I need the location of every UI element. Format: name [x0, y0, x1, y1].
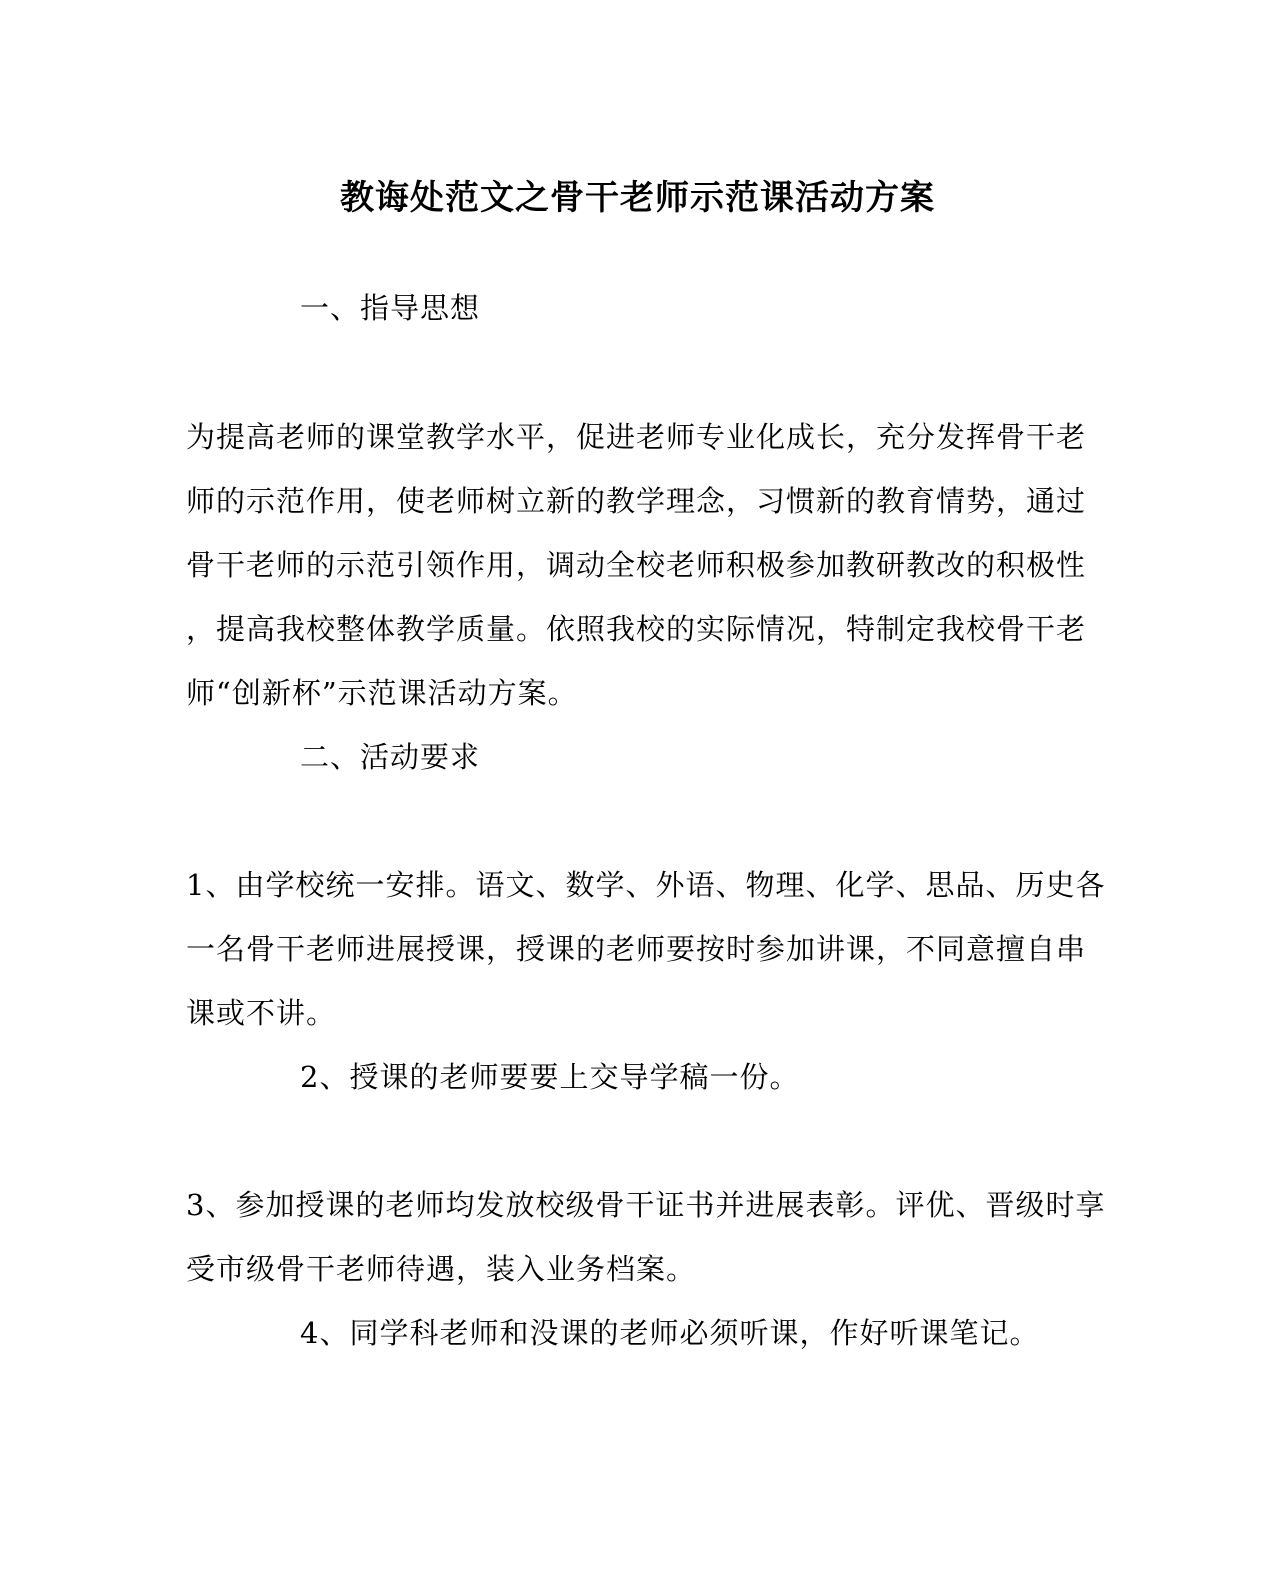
list-item-line: 3、参加授课的老师均发放校级骨干证书并进展表彰。评优、晋级时享	[186, 1188, 1106, 1222]
list-item-line: 课或不讲。	[186, 996, 337, 1030]
list-item-line: 1、由学校统一安排。语文、数学、外语、物理、化学、思品、历史各	[186, 868, 1106, 902]
section-heading-guiding-ideology: 一、指导思想	[300, 291, 481, 325]
document-title: 教诲处范文之骨干老师示范课活动方案	[340, 178, 935, 218]
paragraph-line: 为提高老师的课堂教学水平，促进老师专业化成长，充分发挥骨干老	[186, 420, 1087, 454]
paragraph-line: 师的示范作用，使老师树立新的教学理念，习惯新的教育情势，通过	[186, 484, 1087, 518]
section-heading-activity-requirements: 二、活动要求	[300, 740, 481, 774]
paragraph-line: ，提高我校整体教学质量。依照我校的实际情况，特制定我校骨干老	[186, 612, 1087, 646]
paragraph-line: 师“创新杯”示范课活动方案。	[186, 676, 578, 710]
list-item-line: 4、同学科老师和没课的老师必须听课，作好听课笔记。	[300, 1316, 1040, 1350]
list-item-line: 受市级骨干老师待遇，装入业务档案。	[186, 1252, 697, 1286]
list-item-line: 2、授课的老师要要上交导学稿一份。	[300, 1060, 800, 1094]
list-item-line: 一名骨干老师进展授课，授课的老师要按时参加讲课，不同意擅自串	[186, 932, 1087, 966]
paragraph-line: 骨干老师的示范引领作用，调动全校老师积极参加教研教改的积极性	[186, 548, 1087, 582]
